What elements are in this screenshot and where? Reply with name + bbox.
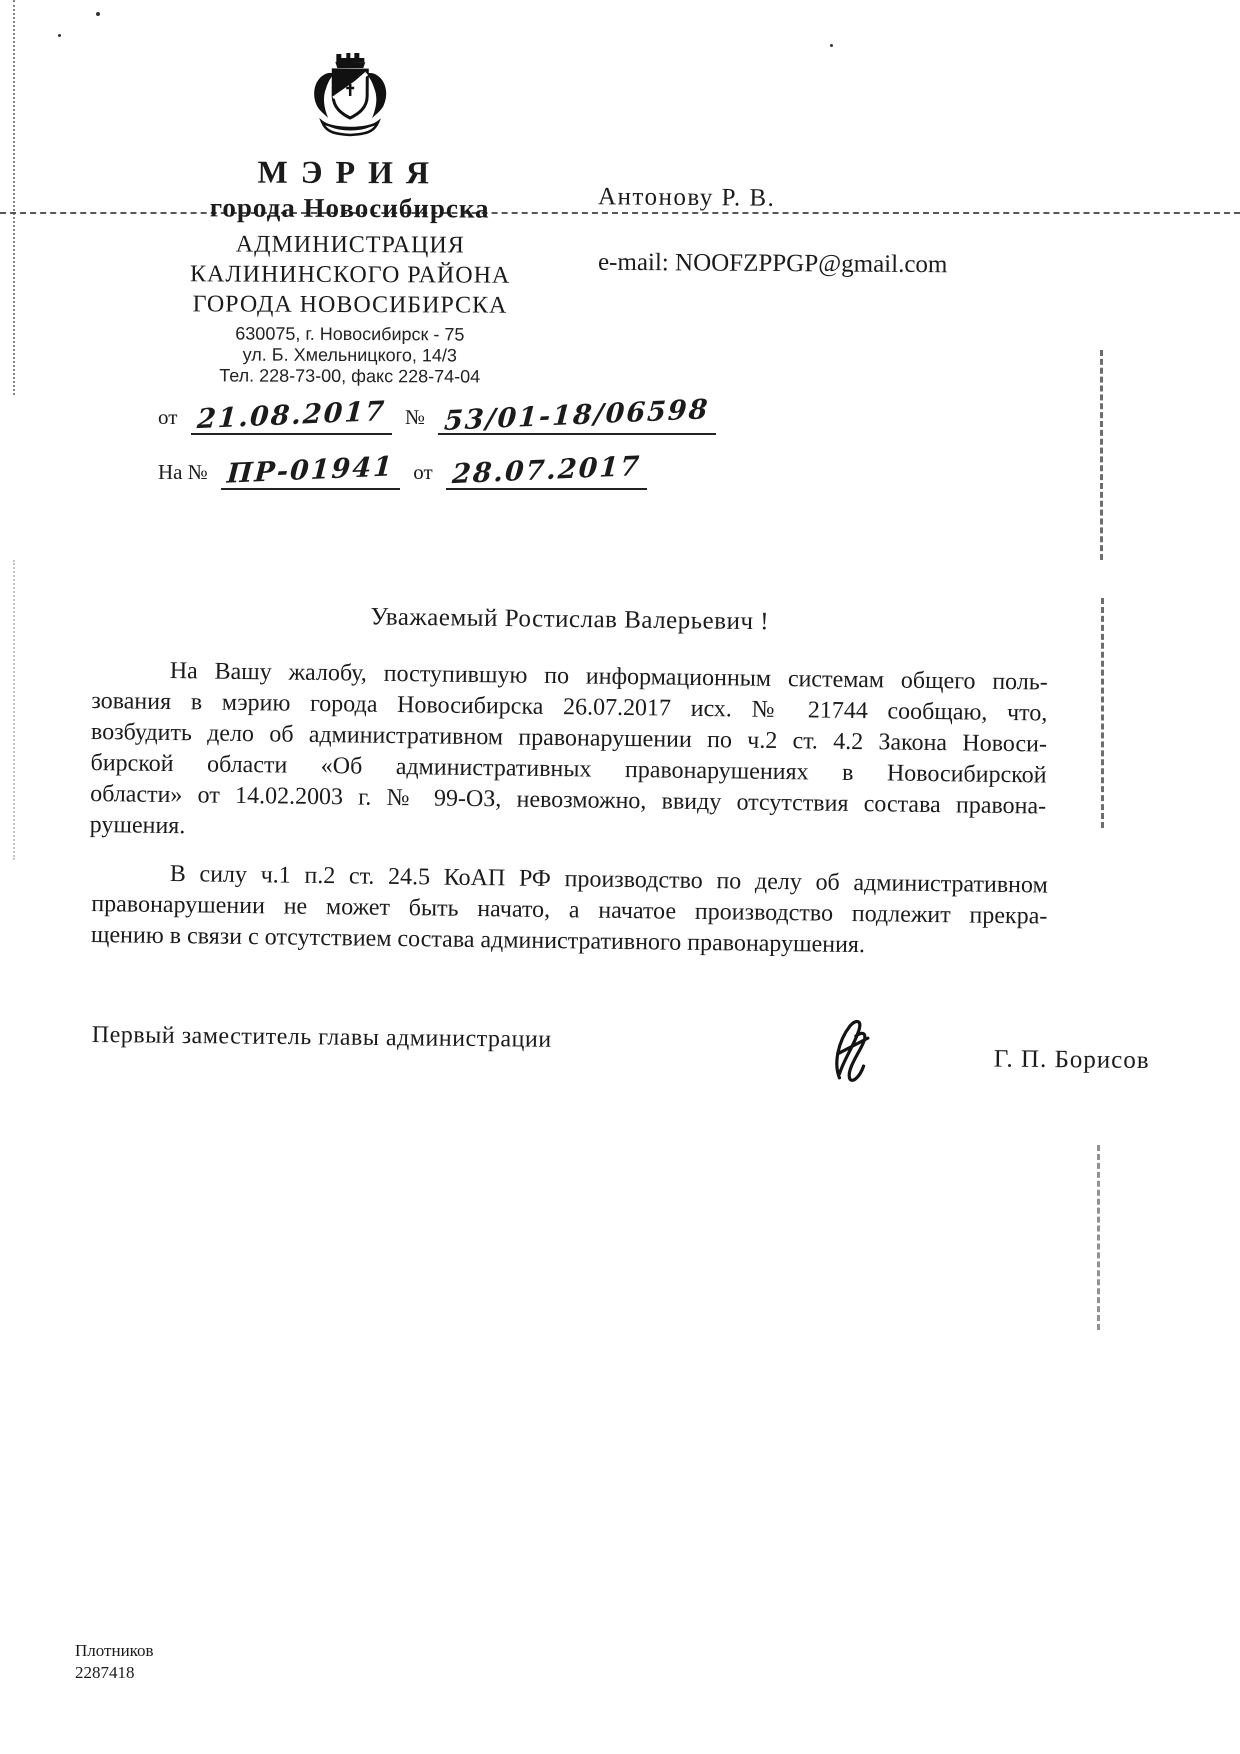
- department-line: КАЛИНИНСКОГО РАЙОНА: [189, 261, 511, 289]
- reply-date-label: от: [413, 460, 433, 484]
- scan-artifact-left-line: [13, 0, 15, 395]
- paragraph-line: зования в мэрию города Новосибирска 26.07.2017 исх. № 21744 сообщаю, что,: [91, 687, 1048, 727]
- executor-phone: 2287418: [75, 1663, 135, 1682]
- signer-position-title: Первый заместитель главы администрации: [91, 1022, 552, 1053]
- paragraph-line: щению в связи с отсутствием состава административного правонарушения.: [90, 921, 866, 959]
- scan-artifact-right-mark: [1100, 350, 1103, 560]
- paragraph-line: бирской области «Об административных правонарушениях в Новосибирской: [90, 749, 1047, 789]
- handwritten-reply-date: 28.07.2017: [451, 450, 642, 491]
- handwritten-signature: [809, 1008, 888, 1093]
- email-value: NOOFZPPGP@gmail.com: [674, 249, 948, 279]
- org-title-line1: МЭРИЯ: [257, 153, 443, 191]
- body-paragraph-1: [90, 655, 1048, 853]
- letterhead: [120, 47, 581, 225]
- recipient-name: Антонову Р. В.: [597, 183, 776, 212]
- scan-artifact-right-mark: [1101, 598, 1104, 828]
- body-paragraph-2: [91, 858, 1048, 964]
- executor-name: Плотников: [75, 1641, 154, 1660]
- salutation: Уважаемый Ростислав Валерьевич !: [370, 603, 770, 636]
- ref-number-underline: [438, 394, 716, 437]
- reply-date-underline: [446, 450, 647, 491]
- executor-block: [75, 1640, 154, 1684]
- email-label: e-mail:: [597, 248, 669, 277]
- paragraph-line: возбудить дело об административном правонарушении по ч.2 ст. 4.2 Закона Новоси-: [90, 718, 1048, 758]
- ref-date-label: от: [158, 405, 178, 429]
- handwritten-reply-number: ПР-01941: [226, 451, 395, 490]
- org-title-line2: города Новосибирска: [209, 192, 490, 224]
- reply-label: На №: [158, 460, 208, 484]
- scan-artifact-right-mark: [1097, 1145, 1100, 1330]
- signature-row: [91, 1022, 1150, 1075]
- outgoing-reference-line: [158, 394, 724, 437]
- ref-number-label: №: [405, 405, 426, 429]
- scan-speck: [830, 44, 833, 47]
- department-address-block: [120, 229, 581, 388]
- phone-fax-line: Тел. 228-73-00, факс 228-74-04: [219, 365, 481, 387]
- paragraph-line: В силу ч.1 п.2 ст. 24.5 КоАП РФ производство по делу об административном: [169, 861, 1048, 899]
- department-line: ГОРОДА НОВОСИБИРСКА: [192, 291, 508, 319]
- paragraph-line: области» от 14.02.2003 г. № 99-ОЗ, невозможно, ввиду отсутствия состава правона-: [90, 780, 1047, 820]
- novosibirsk-coat-of-arms-icon: [300, 48, 400, 140]
- scan-artifact-left-line-2: [13, 560, 15, 860]
- street-address: ул. Б. Хмельницкого, 14/3: [242, 344, 457, 366]
- scan-speck: [96, 12, 100, 16]
- paragraph-line: правонарушении не может быть начато, а начатое производство подлежит прекра-: [91, 890, 1048, 930]
- reply-reference-line: [158, 450, 655, 491]
- handwritten-number: 53/01-18/06598: [443, 394, 711, 437]
- reply-number-underline: [221, 451, 400, 490]
- ref-date-underline: [191, 395, 392, 436]
- paragraph-line: рушения.: [89, 811, 186, 840]
- handwritten-date: 21.08.2017: [195, 395, 387, 436]
- recipient-email-line: [598, 249, 948, 279]
- scan-speck: [58, 34, 61, 37]
- paragraph-line: На Вашу жалобу, поступившую по информационным системам общего поль-: [169, 658, 1048, 696]
- signer-name: Г. П. Борисов: [993, 1045, 1150, 1075]
- postal-address: 630075, г. Новосибирск - 75: [235, 323, 465, 345]
- department-line: АДМИНИСТРАЦИЯ: [235, 231, 465, 259]
